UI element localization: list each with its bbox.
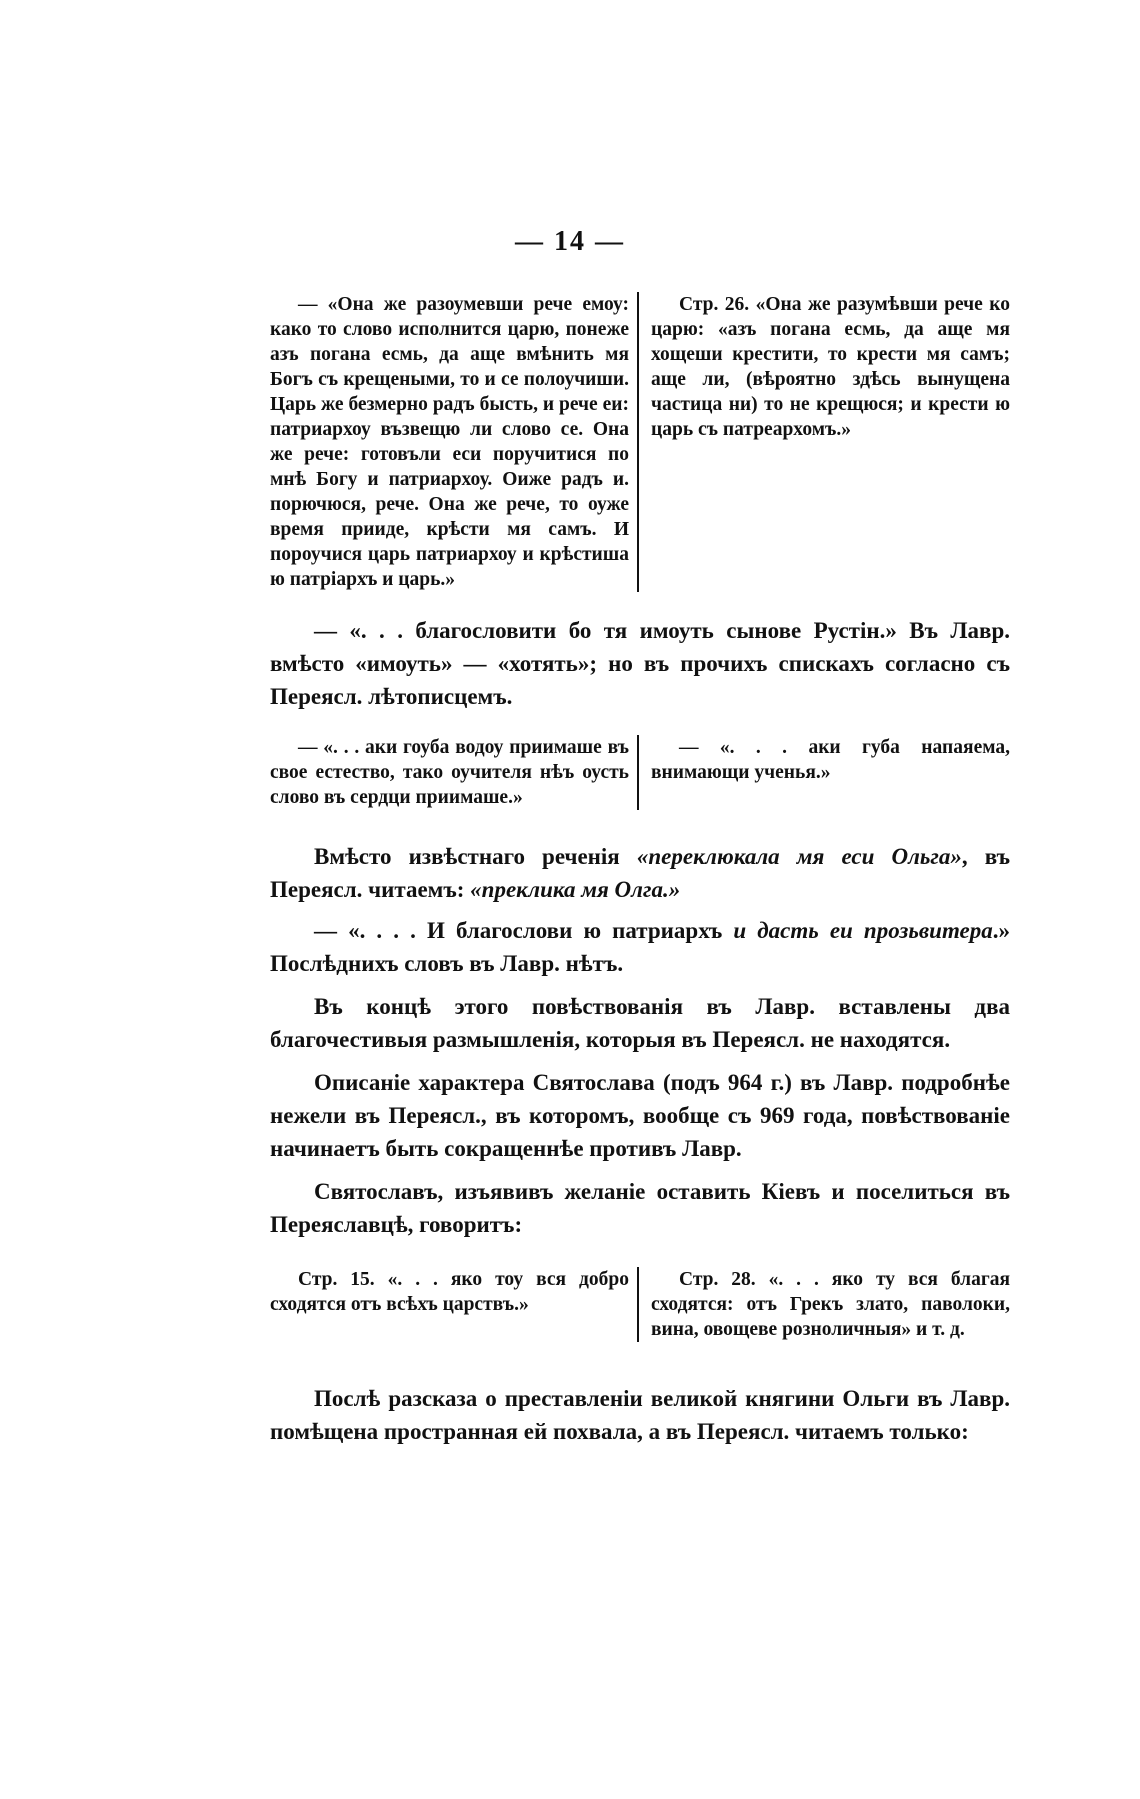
paragraph-reflections: Въ концѣ этого повѣствованія въ Лавр. вставлены два благочестивыя размышленія, которыя въ Переясл. не находятся. (270, 994, 1010, 1052)
right-column-pereyaslavl (639, 292, 1010, 592)
parallel-text-block-3 (270, 1267, 1010, 1342)
left-column-sponge-quote (270, 735, 639, 810)
left-column-text: — «Она же разоумевши рече емоу: како то слово исполнится царю, понеже азъ погана есмь, да аще вмѣнить мя Богъ съ крещеными, то и се полоучиши. Царь же безмерно радъ бысть, и рече еи: патриархоу възвещю ли слово се. Она же рече: готовъли еси поручитися по мнѣ Богу и патриархоу. Оиже радъ и. порючюся, рече. Она же рече, то оуже время прииде, крѣсти мя самъ. И пороучися царь патриархоу и крѣстиша ю патріархъ и царь.» (270, 294, 629, 590)
paragraph-olga-saying (270, 840, 1010, 906)
paragraph-blessing-note: — «. . . благословити бо тя имоуть сынове Рустін.» Въ Лавр. вмѣсто «имоуть» — «хотять»; но въ прочихъ спискахъ согласно съ Переясл. лѣтописцемъ. (270, 618, 1010, 709)
paragraph-olga-praise: Послѣ разсказа о преставленіи великой княгини Ольги въ Лавр. помѣщена пространная ей похвала, а въ Переясл. читаемъ только: (270, 1386, 1010, 1444)
left-column-text: Стр. 15. «. . . яко тоу вся добро сходятся отъ всѣхъ царствъ.» (270, 1269, 629, 1315)
text-span: — «. . . . И благослови ю патриархъ (314, 918, 734, 943)
right-column-sponge-quote (639, 735, 1010, 810)
right-column-text: — «. . . аки губа напаяема, внимающи ученья.» (651, 737, 1010, 783)
left-column-lavrentian (270, 292, 639, 592)
left-column-goods-quote (270, 1267, 639, 1342)
italic-quote: и дасть еи прозьвитера (733, 918, 993, 943)
right-column-text: Стр. 26. «Она же разумѣвши рече ко царю: «азъ погана есмь, да аще мя хощеши крестити, то крести мя самъ; аще ли, (вѣроятно здѣсь вынущена частица ни) то не крещюся; и крести ю царь съ патреархомъ.» (651, 294, 1010, 440)
italic-quote: «преклика мя Олга.» (470, 877, 681, 902)
text-span: Вмѣсто извѣстнаго реченія (314, 844, 637, 869)
right-column-text: Стр. 28. «. . . яко ту вся благая сходятся: отъ Грекъ злато, паволоки, вина, овощеве розноличныя» и т. д. (651, 1269, 1010, 1340)
parallel-text-block-2 (270, 735, 1010, 810)
text-span: , въ Переясл. читаемъ: (270, 844, 1010, 902)
paragraph-svyatoslav-speech: Святославъ, изъявивъ желаніе оставить Кіевъ и поселиться въ Переяславцѣ, говоритъ: (270, 1179, 1010, 1237)
paragraph-patriarch-blessing (270, 914, 1010, 980)
paragraph-svyatoslav-character: Описаніе характера Святослава (подъ 964 г.) въ Лавр. подробнѣе нежели въ Переясл., въ которомъ, вообще съ 969 года, повѣствованіе начинаетъ быть сокращеннѣе противъ Лавр. (270, 1070, 1010, 1161)
page-number: — 14 — (515, 226, 625, 257)
parallel-text-block-1 (270, 292, 1010, 592)
page-body (270, 292, 1010, 1448)
left-column-text: — «. . . аки гоуба водоу приимаше въ свое естество, тако оучителя нѣъ оусть слово въ сердци приимаше.» (270, 737, 629, 808)
right-column-goods-quote (639, 1267, 1010, 1342)
text-span: .» Послѣднихъ словъ въ Лавр. нѣтъ. (270, 918, 1011, 976)
italic-quote: «переклюкала мя еси Ольга» (636, 844, 962, 869)
